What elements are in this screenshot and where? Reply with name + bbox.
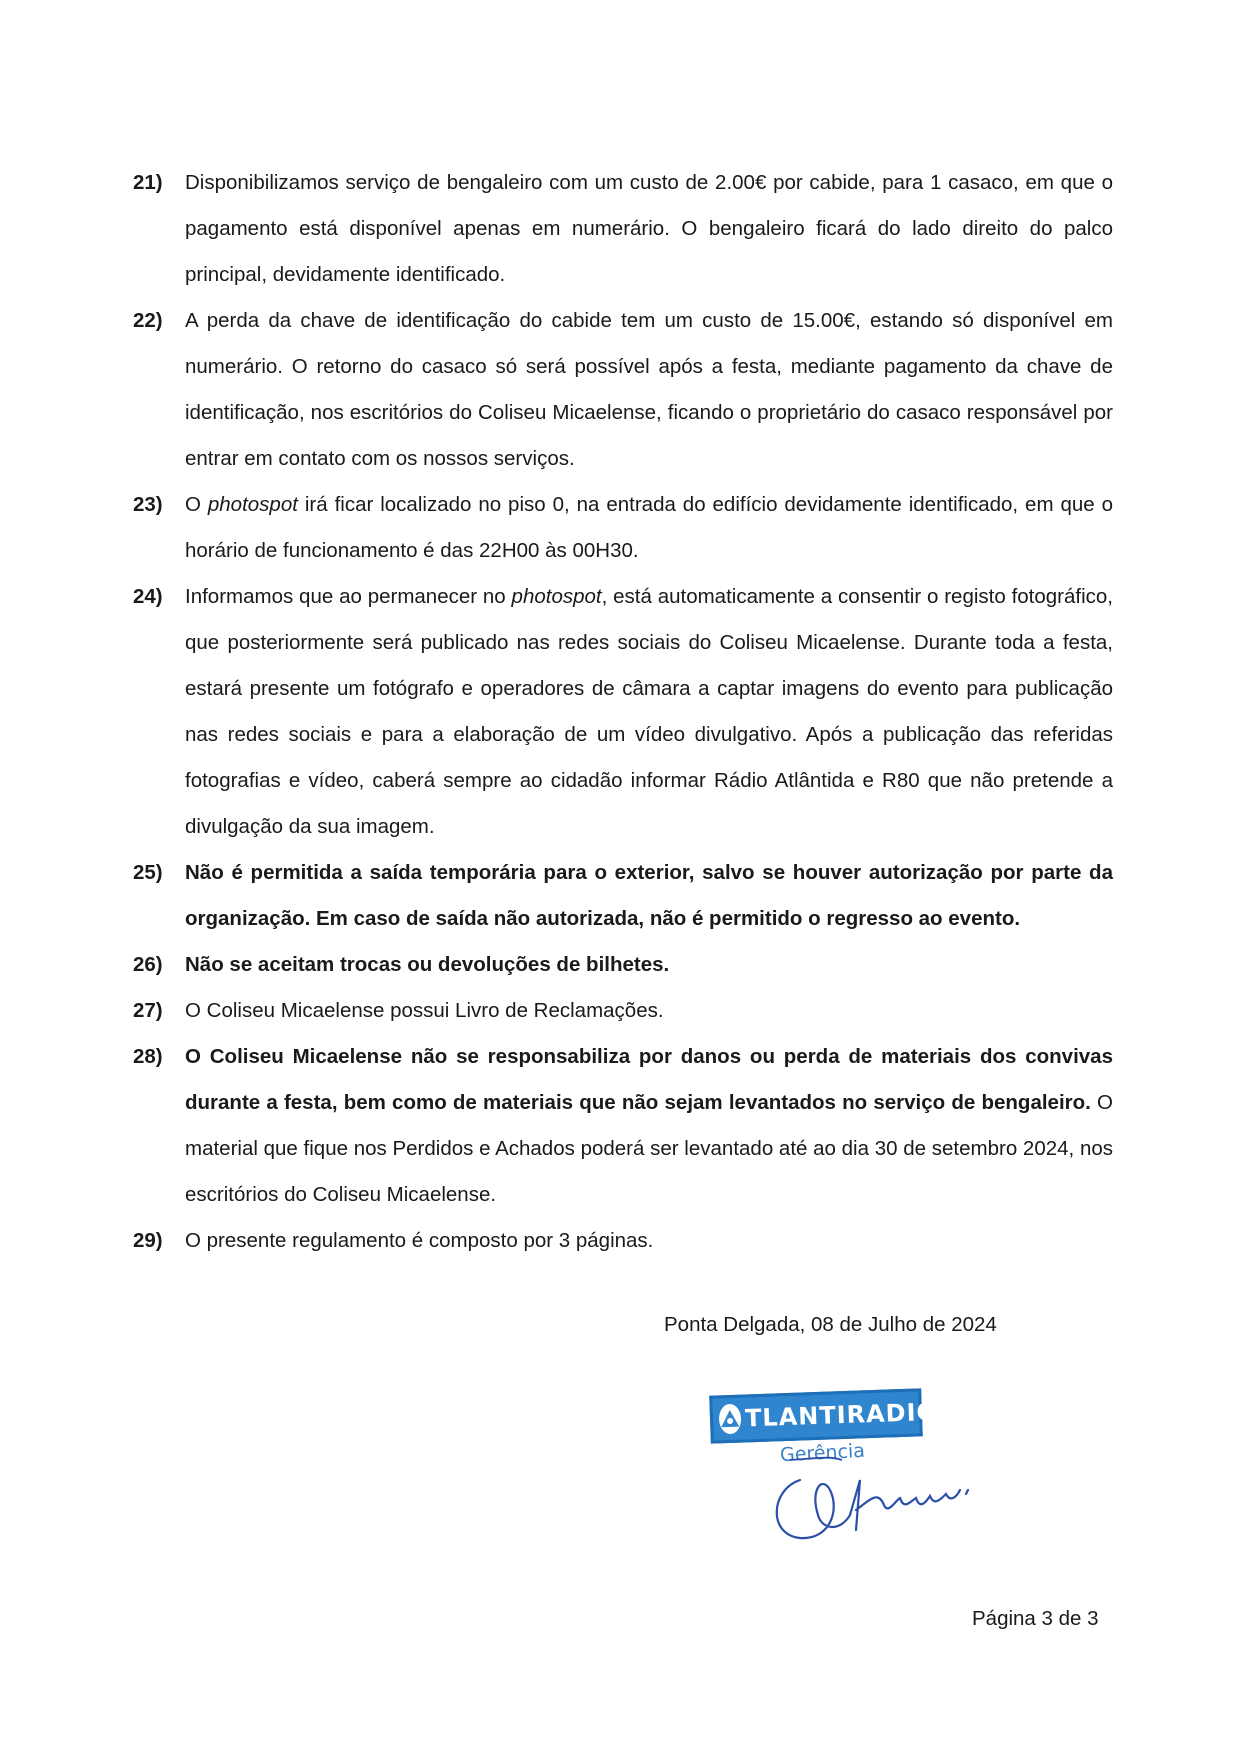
page-number: Página 3 de 3 [972, 1607, 1099, 1630]
handwritten-signature [760, 1420, 1000, 1550]
rule-item-24 [133, 574, 1113, 850]
rule-item-28 [133, 1034, 1113, 1218]
place-and-date: Ponta Delgada, 08 de Julho de 2024 [664, 1313, 997, 1336]
stamp-name: TLANTIRADIO [744, 1397, 939, 1433]
rule-text-italic: photospot [207, 493, 298, 516]
rule-item-25 [133, 850, 1113, 942]
rule-number: 21) [133, 171, 163, 194]
rules-list [133, 160, 1113, 1264]
rule-text: O presente regulamento é composto por 3 páginas. [185, 1229, 654, 1252]
rule-text-part: irá ficar localizado no piso 0, na entrada do edifício devidamente identificado, em que o horário de funcionamento é das 22H00 às 00H30. [185, 493, 1113, 562]
rule-text-part: Informamos que ao permanecer no [185, 585, 512, 608]
rule-text-bold: Não é permitida a saída temporária para o exterior, salvo se houver autorização por parte da organização. Em caso de saída não autorizada, não é permitido o regresso ao evento. [185, 861, 1113, 930]
rule-number: 25) [133, 861, 163, 884]
rule-text-part: , está automaticamente a consentir o registo fotográfico, que posteriormente será publicado nas redes sociais do Coliseu Micaelense. Durante toda a festa, estará presente um fotógrafo e operadores de câmara a captar imagens do evento para publicação nas redes sociais e para a elaboração de um vídeo divulgativo. Após a publicação das referidas fotografias e vídeo, caberá sempre ao cidadão informar Rádio Atlântida e R80 que não pretende a divulgação da sua imagem. [185, 585, 1114, 838]
rule-number: 22) [133, 309, 163, 332]
rule-item-27 [133, 988, 1113, 1034]
rule-item-29 [133, 1218, 1113, 1264]
rule-number: 28) [133, 1045, 163, 1068]
rule-text: A perda da chave de identificação do cabide tem um custo de 15.00€, estando só disponível em numerário. O retorno do casaco só será possível após a festa, mediante pagamento da chave de identificação, nos escritórios do Coliseu Micaelense, ficando o proprietário do casaco responsável por entrar em contato com os nossos serviços. [185, 309, 1113, 470]
rule-number: 24) [133, 585, 163, 608]
rule-text [185, 574, 1113, 850]
company-stamp-signature [700, 1380, 1000, 1550]
rule-text-bold: Não se aceitam trocas ou devoluções de bilhetes. [185, 953, 670, 976]
rule-number: 29) [133, 1229, 163, 1252]
rule-text [185, 1034, 1113, 1218]
rule-text [185, 482, 1113, 574]
rule-text: O Coliseu Micaelense possui Livro de Reclamações. [185, 999, 664, 1022]
stamp-subtitle: Gerência [779, 1439, 866, 1467]
rule-item-23 [133, 482, 1113, 574]
radio-logo-icon [719, 1404, 742, 1435]
rule-number: 27) [133, 999, 163, 1022]
rule-text-bold: O Coliseu Micaelense não se responsabiliza por danos ou perda de materiais dos convivas durante a festa, bem como de materiais que não sejam levantados no serviço de bengaleiro. [185, 1045, 1113, 1114]
rule-number: 23) [133, 493, 163, 516]
rule-item-26 [133, 942, 1113, 988]
rule-text-part: O [185, 493, 208, 516]
rule-item-22 [133, 298, 1113, 482]
rule-text: Disponibilizamos serviço de bengaleiro com um custo de 2.00€ por cabide, para 1 casaco, em que o pagamento está disponível apenas em numerário. O bengaleiro ficará do lado direito do palco principal, devidamente identificado. [185, 171, 1113, 286]
rule-text-italic: photospot [511, 585, 602, 608]
rule-number: 26) [133, 953, 163, 976]
rule-item-21 [133, 160, 1113, 298]
rule-text-part: O material que fique nos Perdidos e Achados poderá ser levantado até ao dia 30 de setembro 2024, nos escritórios do Coliseu Micaelense. [185, 1091, 1113, 1206]
